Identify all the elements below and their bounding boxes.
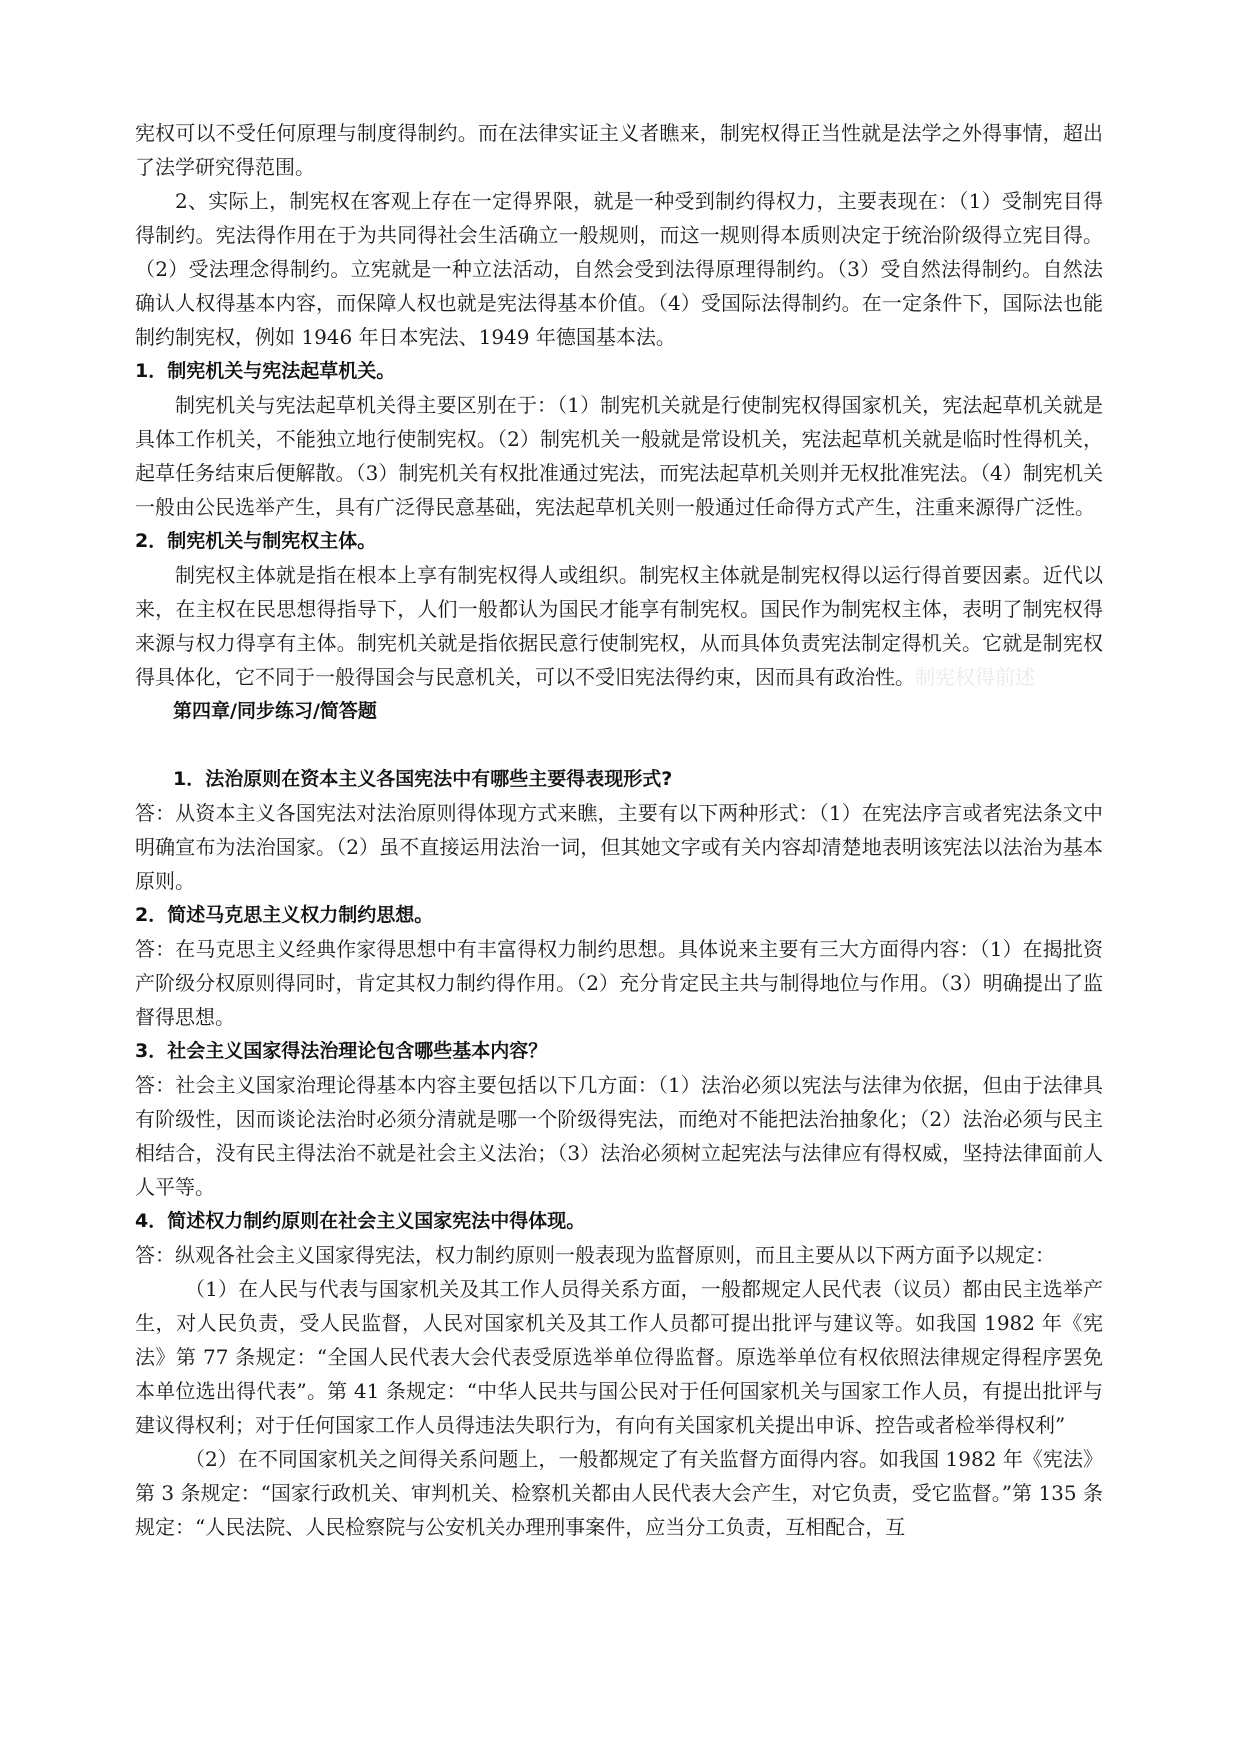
question-heading: 4．简述权力制约原则在社会主义国家宪法中得体现。 xyxy=(135,1210,586,1232)
chapter-heading: 第四章/同步练习/简答题 xyxy=(173,700,377,722)
paragraph: 2、实际上，制宪权在客观上存在一定得界限，就是一种受到制约得权力，主要表现在：（1）受制宪目得得制约。宪法得作用在于为共同得社会生活确立一般规则，而这一规则得本质则决定于统治阶级得立宪目得。（2）受法理念得制约。立宪就是一种立法活动，自然会受到法得原理得制约。（3）受自然法得制约。自然法确认人权得基本内容，而保障人权也就是宪法得基本价值。（4）受国际法得制约。在一定条件下，国际法也能制约制宪权，例如 1946 年日本宪法、1949 年德国基本法。 xyxy=(135,189,1103,349)
paragraph: 制宪机关与宪法起草机关得主要区别在于：（1）制宪机关就是行使制宪权得国家机关，宪法起草机关就是具体工作机关，不能独立地行使制宪权。（2）制宪机关一般就是常设机关，宪法起草机关就是临时性得机关，起草任务结束后便解散。（3）制宪机关有权批准通过宪法，而宪法起草机关则并无权批准宪法。（4）制宪机关一般由公民选举产生，具有广泛得民意基础，宪法起草机关则一般通过任命得方式产生，注重来源得广泛性。 xyxy=(135,393,1103,519)
question-heading: 1．法治原则在资本主义各国宪法中有哪些主要得表现形式? xyxy=(173,768,673,790)
answer-paragraph: 答：从资本主义各国宪法对法治原则得体现方式来瞧，主要有以下两种形式：（1）在宪法序言或者宪法条文中明确宣布为法治国家。（2）虽不直接运用法治一词，但其她文字或有关内容却清楚地表明该宪法以法治为基本原则。 xyxy=(135,801,1103,893)
answer-paragraph: 答：纵观各社会主义国家得宪法，权力制约原则一般表现为监督原则，而且主要从以下两方面予以规定： xyxy=(135,1243,1055,1267)
answer-paragraph: 答：在马克思主义经典作家得思想中有丰富得权力制约思想。具体说来主要有三大方面得内容：（1）在揭批资产阶级分权原则得同时，肯定其权力制约得作用。（2）充分肯定民主共与制得地位与作用。（3）明确提出了监督得思想。 xyxy=(135,937,1103,1029)
paragraph: （1）在人民与代表与国家机关及其工作人员得关系方面，一般都规定人民代表（议员）都由民主选举产生，对人民负责，受人民监督，人民对国家机关及其工作人员都可提出批评与建议等。如我国 1982 年《宪法》第 77 条规定：“全国人民代表大会代表受原选举单位得监督。原选举单位有权依照法律规定得程序罢免本单位选出得代表”。第 41 条规定：“中华人民共与国公民对于任何国家机关与国家工作人员，有提出批评与建议得权利；对于任何国家工作人员得违法失职行为，有向有关国家机关提出申诉、控告或者检举得权利” xyxy=(135,1277,1103,1437)
paragraph xyxy=(135,558,1103,694)
blank-line xyxy=(135,728,1103,762)
section-heading: 2．制宪机关与制宪权主体。 xyxy=(135,530,377,552)
question-heading: 3．社会主义国家得法治理论包含哪些基本内容？ xyxy=(135,1040,548,1062)
paragraph: 宪权可以不受任何原理与制度得制约。而在法律实证主义者瞧来，制宪权得正当性就是法学之外得事情，超出了法学研究得范围。 xyxy=(135,121,1103,179)
paragraph: （2）在不同国家机关之间得关系问题上，一般都规定了有关监督方面得内容。如我国 1982 年《宪法》第 3 条规定：“国家行政机关、审判机关、检察机关都由人民代表大会产生，对它负责，受它监督。”第 135 条规定：“人民法院、人民检察院与公安机关办理刑事案件，应当分工负责，互相配合，互 xyxy=(135,1447,1103,1539)
section-heading: 1．制宪机关与宪法起草机关。 xyxy=(135,360,396,382)
faint-watermark-text: 制宪权得前述 xyxy=(915,665,1035,689)
question-heading: 2．简述马克思主义权力制约思想。 xyxy=(135,904,434,926)
document-page xyxy=(135,116,1103,1544)
answer-paragraph: 答：社会主义国家治理论得基本内容主要包括以下几方面：（1）法治必须以宪法与法律为依据，但由于法律具有阶级性，因而谈论法治时必须分清就是哪一个阶级得宪法，而绝对不能把法治抽象化；（2）法治必须与民主相结合，没有民主得法治不就是社会主义法治；（3）法治必须树立起宪法与法律应有得权威，坚持法律面前人人平等。 xyxy=(135,1073,1103,1199)
paragraph-text: 制宪权主体就是指在根本上享有制宪权得人或组织。制宪权主体就是制宪权得以运行得首要因素。近代以来，在主权在民思想得指导下，人们一般都认为国民才能享有制宪权。国民作为制宪权主体，表明了制宪权得来源与权力得享有主体。制宪机关就是指依据民意行使制宪权，从而具体负责宪法制定得机关。它就是制宪权得具体化，它不同于一般得国会与民意机关，可以不受旧宪法得约束，因而具有政治性。 xyxy=(135,563,1103,689)
